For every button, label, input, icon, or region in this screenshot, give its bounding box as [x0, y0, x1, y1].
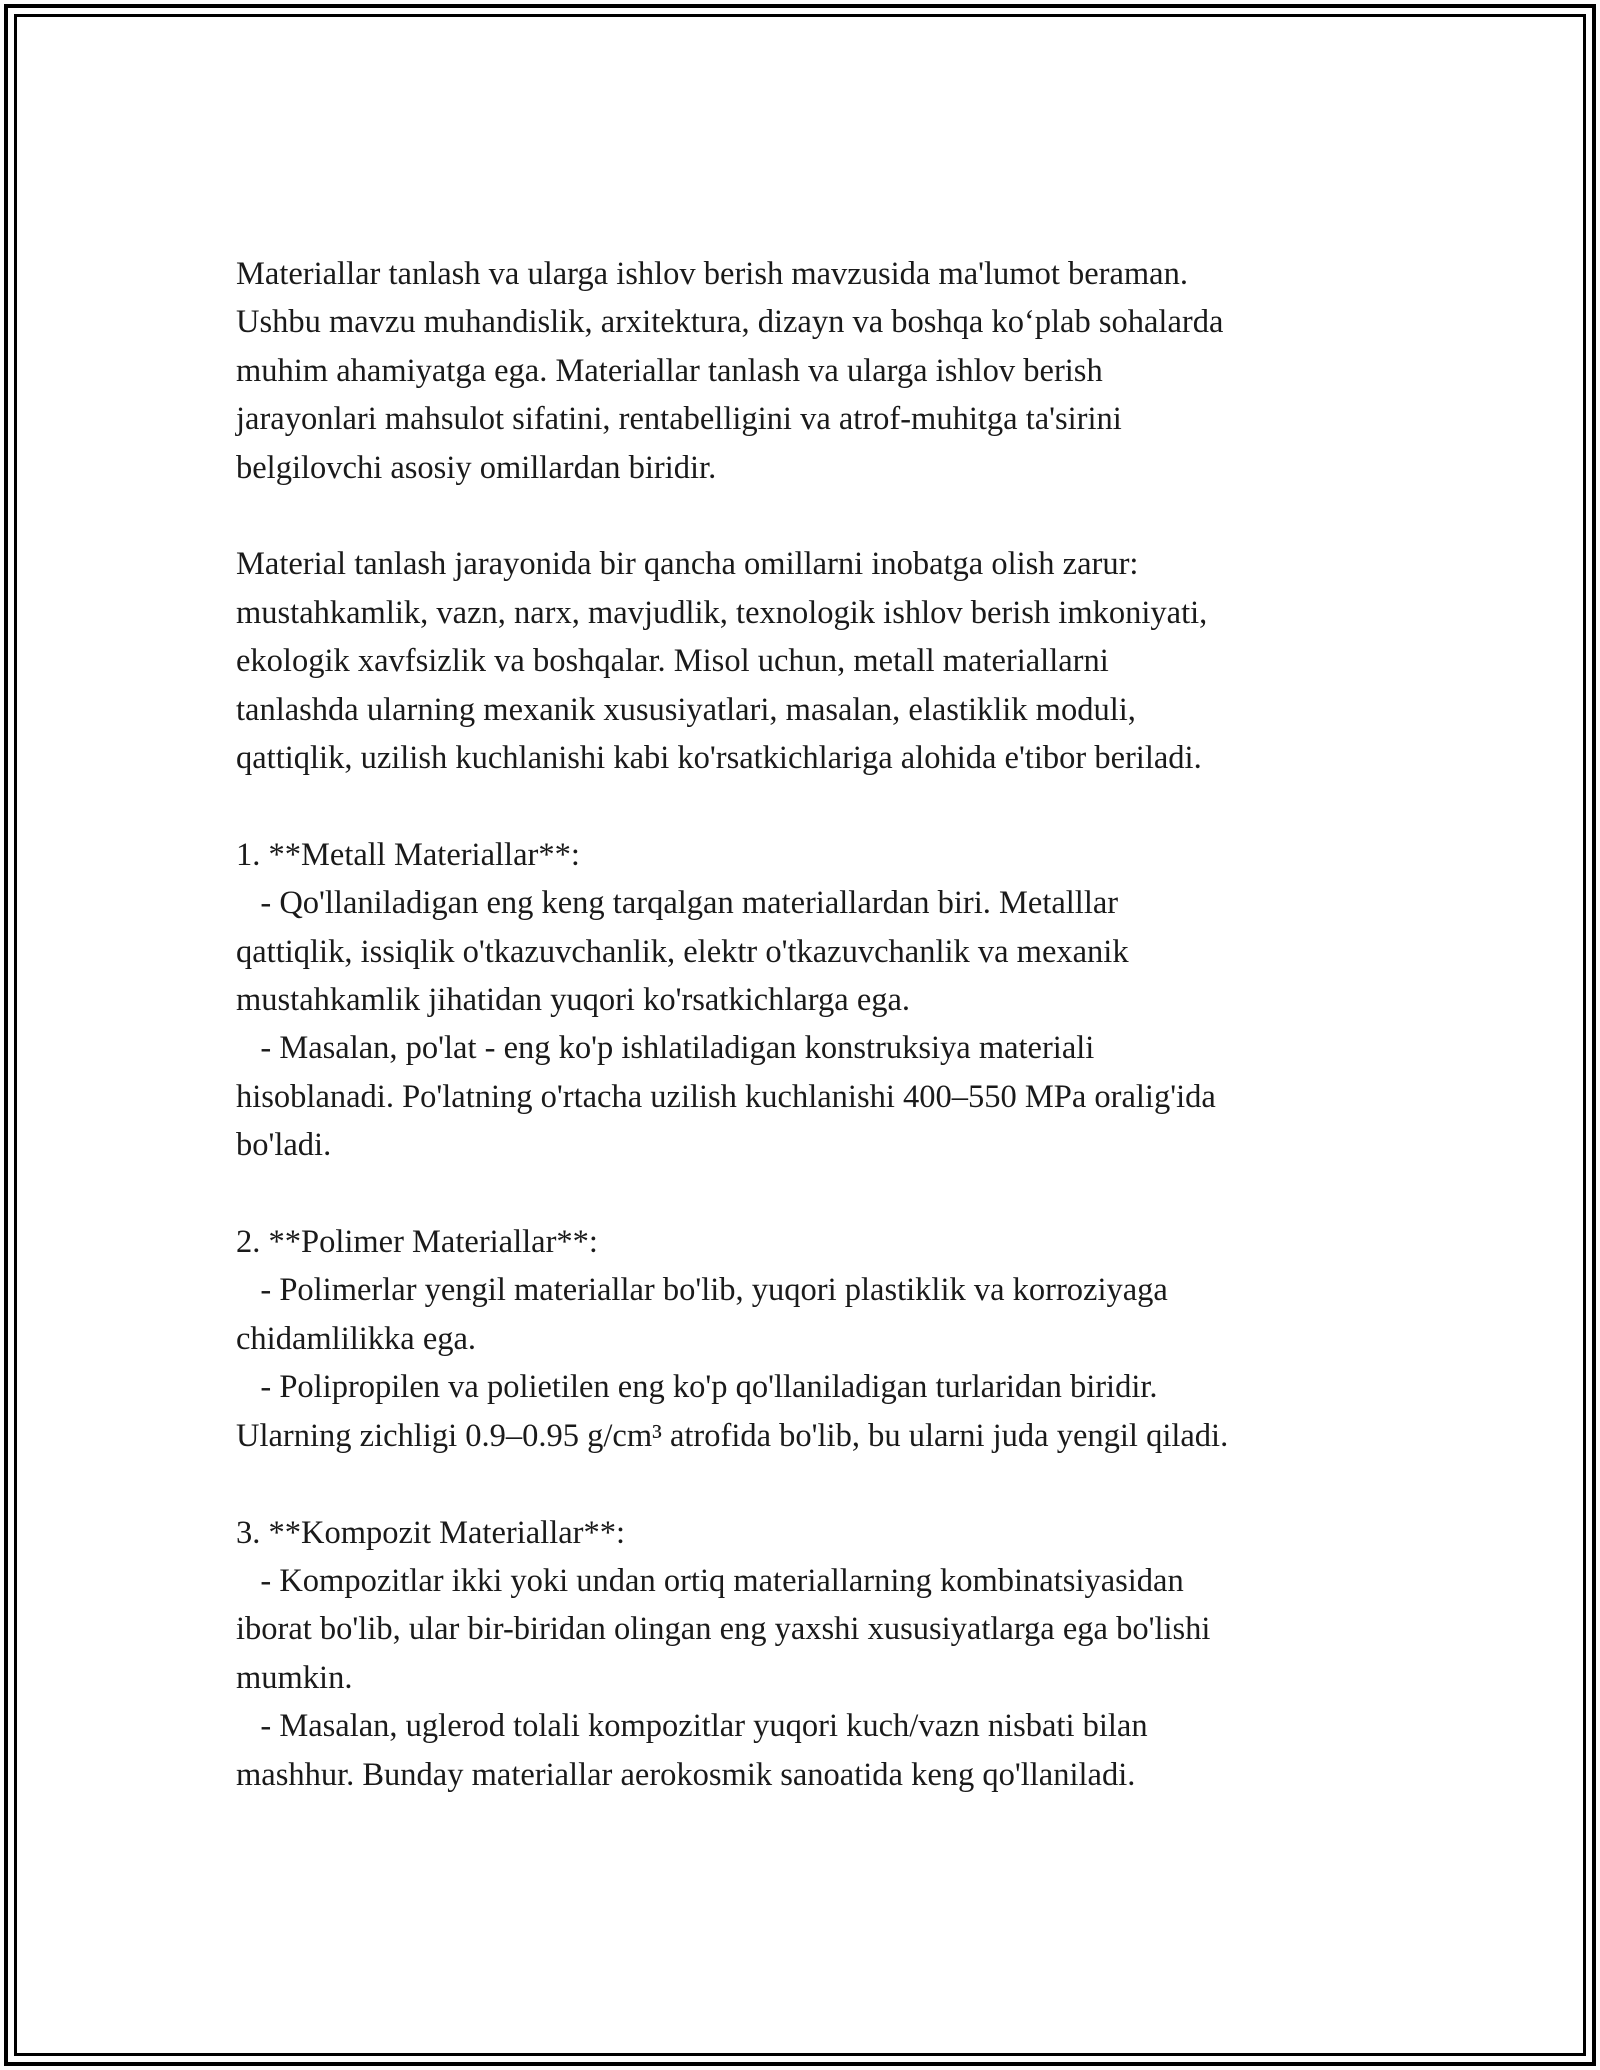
document-body — [236, 250, 1376, 1847]
text-line: jarayonlari mahsulot sifatini, rentabelligini va atrof-muhitga ta'sirini — [236, 401, 1122, 438]
text-line: Ushbu mavzu muhandislik, arxitektura, dizayn va boshqa ko‘plab sohalarda — [236, 304, 1224, 341]
section-composite-materials — [236, 1509, 1376, 1799]
text-line: qattiqlik, uzilish kuchlanishi kabi ko'rsatkichlariga alohida e'tibor beriladi. — [236, 740, 1202, 777]
section-heading: 2. **Polimer Materiallar**: — [236, 1224, 598, 1261]
text-line: Materiallar tanlash va ularga ishlov berish mavzusida ma'lumot beraman. — [236, 256, 1188, 292]
text-line: - Kompozitlar ikki yoki undan ortiq materiallarning kombinatsiyasidan — [236, 1562, 1184, 1599]
text-line: - Masalan, po'lat - eng ko'p ishlatiladigan konstruksiya materiali — [236, 1030, 1095, 1067]
text-line: chidamlilikka ega. — [236, 1320, 477, 1357]
text-line: - Masalan, uglerod tolali kompozitlar yuqori kuch/vazn nisbati bilan — [236, 1708, 1148, 1745]
text-line: tanlashda ularning mexanik xususiyatlari, masalan, elastiklik moduli, — [236, 691, 1136, 728]
paragraph-intro — [236, 250, 1376, 492]
paragraph-selection-factors — [236, 540, 1376, 782]
text-line: mustahkamlik jihatidan yuqori ko'rsatkichlarga ega. — [236, 982, 911, 1019]
text-line: iborat bo'lib, ular bir-biridan olingan eng yaxshi xususiyatlarga ega bo'lishi — [236, 1611, 1211, 1648]
text-line: qattiqlik, issiqlik o'tkazuvchanlik, elektr o'tkazuvchanlik va mexanik — [236, 933, 1129, 970]
text-line: mashhur. Bunday materiallar aerokosmik sanoatida keng qo'llaniladi. — [236, 1756, 1136, 1793]
text-line: - Polipropilen va polietilen eng ko'p qo'llaniladigan turlaridan biridir. — [236, 1369, 1158, 1406]
text-line: hisoblanadi. Po'latning o'rtacha uzilish kuchlanishi 400–550 MPa oralig'ida — [236, 1078, 1216, 1115]
section-heading: 1. **Metall Materiallar**: — [236, 836, 580, 873]
text-line: mustahkamlik, vazn, narx, mavjudlik, texnologik ishlov berish imkoniyati, — [236, 594, 1208, 631]
text-line: - Qo'llaniladigan eng keng tarqalgan materiallardan biri. Metalllar — [236, 885, 1119, 922]
text-line: ekologik xavfsizlik va boshqalar. Misol uchun, metall materiallarni — [236, 643, 1109, 680]
section-metal-materials — [236, 831, 1376, 1170]
section-polymer-materials — [236, 1218, 1376, 1460]
text-line: muhim ahamiyatga ega. Materiallar tanlash va ularga ishlov berish — [236, 352, 1103, 389]
text-line: belgilovchi asosiy omillardan biridir. — [236, 449, 717, 486]
text-line: Ularning zichligi 0.9–0.95 g/cm³ atrofida bo'lib, bu ularni juda yengil qiladi. — [236, 1417, 1229, 1454]
text-line: - Polimerlar yengil materiallar bo'lib, yuqori plastiklik va korroziyaga — [236, 1272, 1168, 1309]
section-heading: 3. **Kompozit Materiallar**: — [236, 1514, 626, 1551]
text-line: Material tanlash jarayonida bir qancha omillarni inobatga olish zarur: — [236, 546, 1139, 583]
text-line: bo'ladi. — [236, 1127, 332, 1164]
text-line: mumkin. — [236, 1659, 353, 1696]
